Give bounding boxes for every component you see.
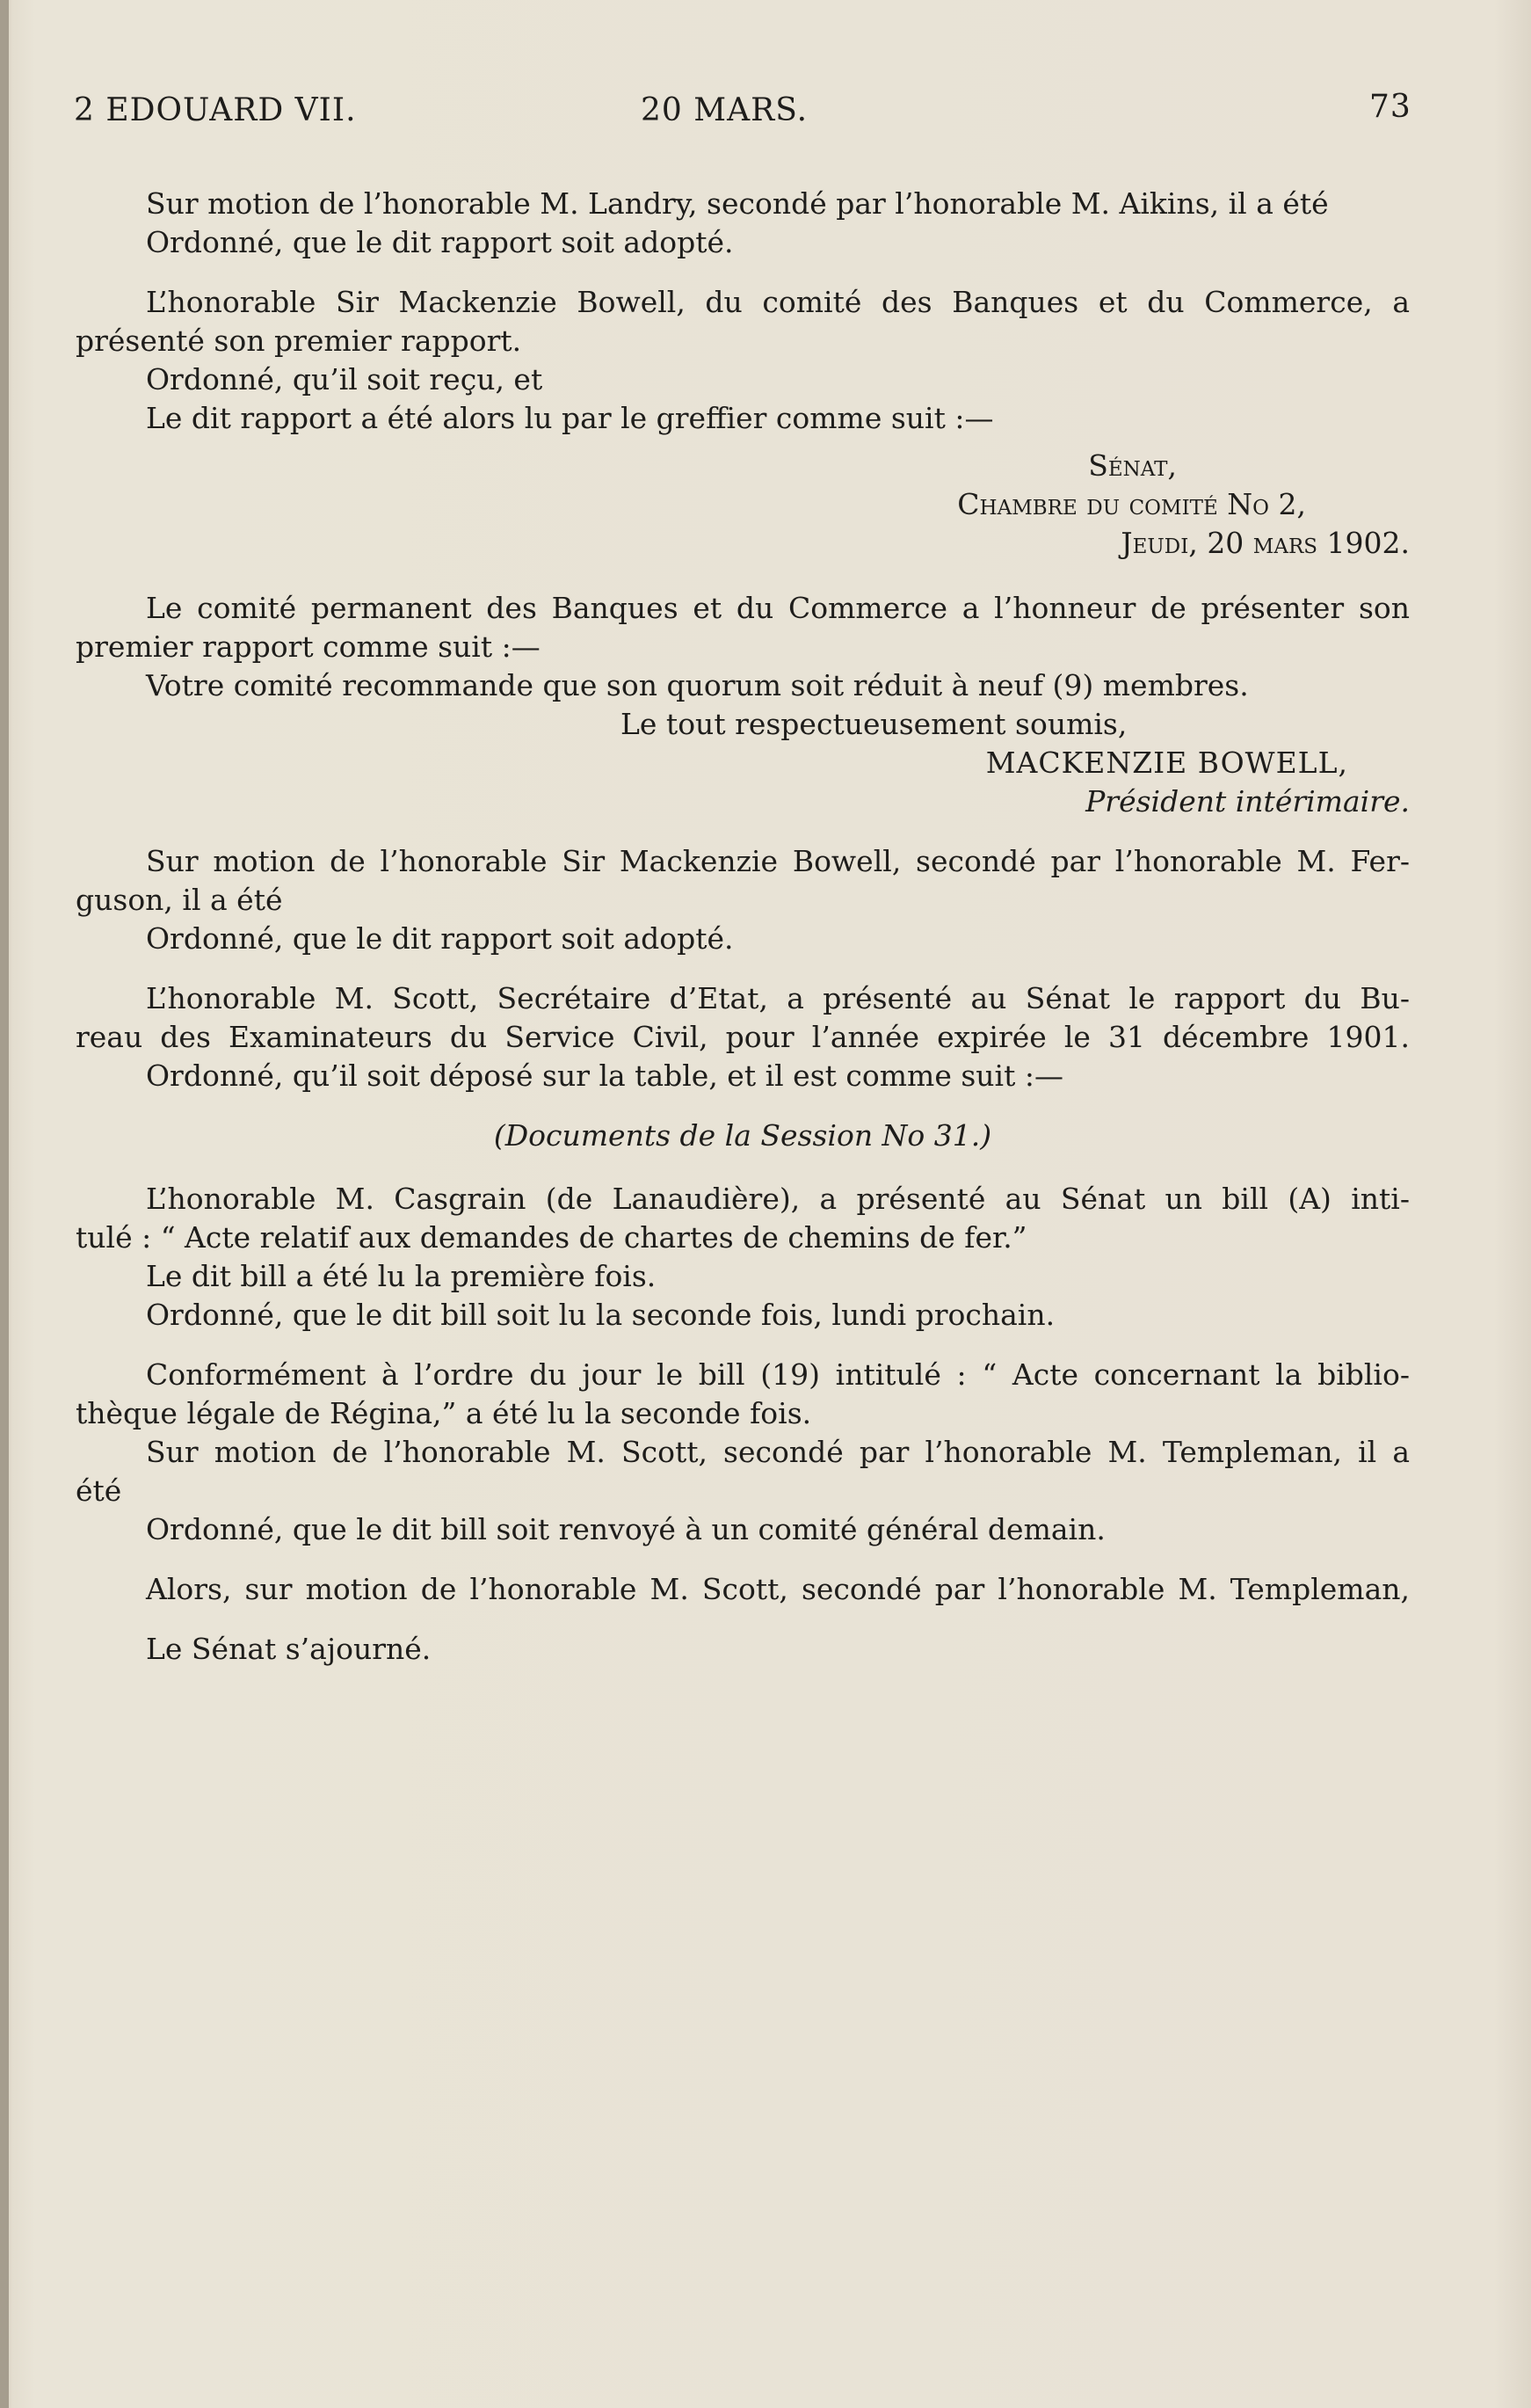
paragraph-adjourn-motion xyxy=(76,1570,1410,1609)
text-line: été xyxy=(76,1473,122,1508)
text-line: Conformément à l’ordre du jour le bill (19) intitulé : “ Acte concernant la biblio- xyxy=(146,1357,1410,1392)
paragraph-casgrain-bill xyxy=(76,1180,1410,1335)
paragraph-bowell-report xyxy=(76,283,1410,438)
text-line: L’honorable M. Casgrain (de Lanaudière), a présenté au Sénat un bill (A) inti- xyxy=(146,1182,1410,1216)
text-line: L’honorable Sir Mackenzie Bowell, du comité des Banques et du Commerce, a xyxy=(146,285,1410,319)
text-line: Le comité permanent des Banques et du Commerce a l’honneur de présenter son xyxy=(146,591,1410,625)
text-line: Ordonné, qu’il soit reçu, et xyxy=(146,362,543,396)
text-line: Alors, sur motion de l’honorable M. Scott, secondé par l’honorable M. Templeman, xyxy=(146,1572,1410,1606)
text-line: Ordonné, que le dit bill soit lu la seconde fois, lundi prochain. xyxy=(146,1298,1056,1332)
signature-intro: Le tout respectueusement soumis, xyxy=(620,707,1128,741)
header-date: 20 MARS. xyxy=(641,92,809,128)
paragraph-landry-motion xyxy=(76,185,1410,262)
heading-chambre: Chambre du comité No 2, xyxy=(957,487,1306,521)
text-line: Le dit bill a été lu la première fois. xyxy=(146,1259,657,1293)
text-line: Votre comité recommande que son quorum soit réduit à neuf (9) membres. xyxy=(146,668,1249,702)
text-line: reau des Examinateurs du Service Civil, pour l’année expirée le 31 décembre 1901. xyxy=(76,1020,1410,1054)
text-line: tulé : “ Acte relatif aux demandes de chartes de chemins de fer.” xyxy=(76,1220,1027,1255)
paragraph-bowell-motion xyxy=(76,842,1410,958)
text-line: Le Sénat s’ajourné. xyxy=(146,1632,432,1666)
journal-body xyxy=(76,185,1410,1690)
report-heading xyxy=(76,447,1410,563)
text-line: Le dit rapport a été alors lu par le greffier comme suit :— xyxy=(146,401,994,435)
page-number: 73 xyxy=(1369,89,1411,125)
text-line: Ordonné, que le dit bill soit renvoyé à un comité général demain. xyxy=(146,1512,1106,1546)
documents-ref: (Documents de la Session No 31.) xyxy=(493,1118,992,1153)
text-line: Ordonné, que le dit rapport soit adopté. xyxy=(146,921,734,956)
book-spine xyxy=(0,0,9,2408)
heading-date: Jeudi, 20 mars 1902. xyxy=(1121,526,1410,560)
text-line: Sur motion de l’honorable Sir Mackenzie Bowell, secondé par l’honorable M. Fer- xyxy=(146,844,1410,878)
text-line: présenté son premier rapport. xyxy=(76,324,522,358)
text-line: Sur motion de l’honorable M. Landry, secondé par l’honorable M. Aikins, il a été xyxy=(146,186,1329,221)
signature-title: Président intérimaire. xyxy=(1085,784,1410,818)
text-line: guson, il a été xyxy=(76,883,283,917)
text-line: L’honorable M. Scott, Secrétaire d’Etat, a présenté au Sénat le rapport du Bu- xyxy=(146,981,1410,1015)
text-line: Ordonné, que le dit rapport soit adopté. xyxy=(146,225,734,259)
text-line: Sur motion de l’honorable M. Scott, secondé par l’honorable M. Templeman, il a xyxy=(146,1435,1410,1469)
paragraph-scott-report xyxy=(76,979,1410,1095)
signature-name: MACKENZIE BOWELL, xyxy=(985,746,1348,780)
running-header xyxy=(74,89,1411,135)
heading-senat: Sénat, xyxy=(1088,448,1177,483)
documents-reference xyxy=(76,1117,1410,1155)
header-left: 2 EDOUARD VII. xyxy=(74,92,357,128)
text-line: premier rapport comme suit :— xyxy=(76,629,541,664)
paragraph-regina-bill xyxy=(76,1356,1410,1549)
paragraph-adjourned xyxy=(76,1630,1410,1669)
paragraph-committee-report xyxy=(76,589,1410,821)
text-line: Ordonné, qu’il soit déposé sur la table, et il est comme suit :— xyxy=(146,1059,1063,1093)
text-line: thèque légale de Régina,” a été lu la seconde fois. xyxy=(76,1396,812,1430)
